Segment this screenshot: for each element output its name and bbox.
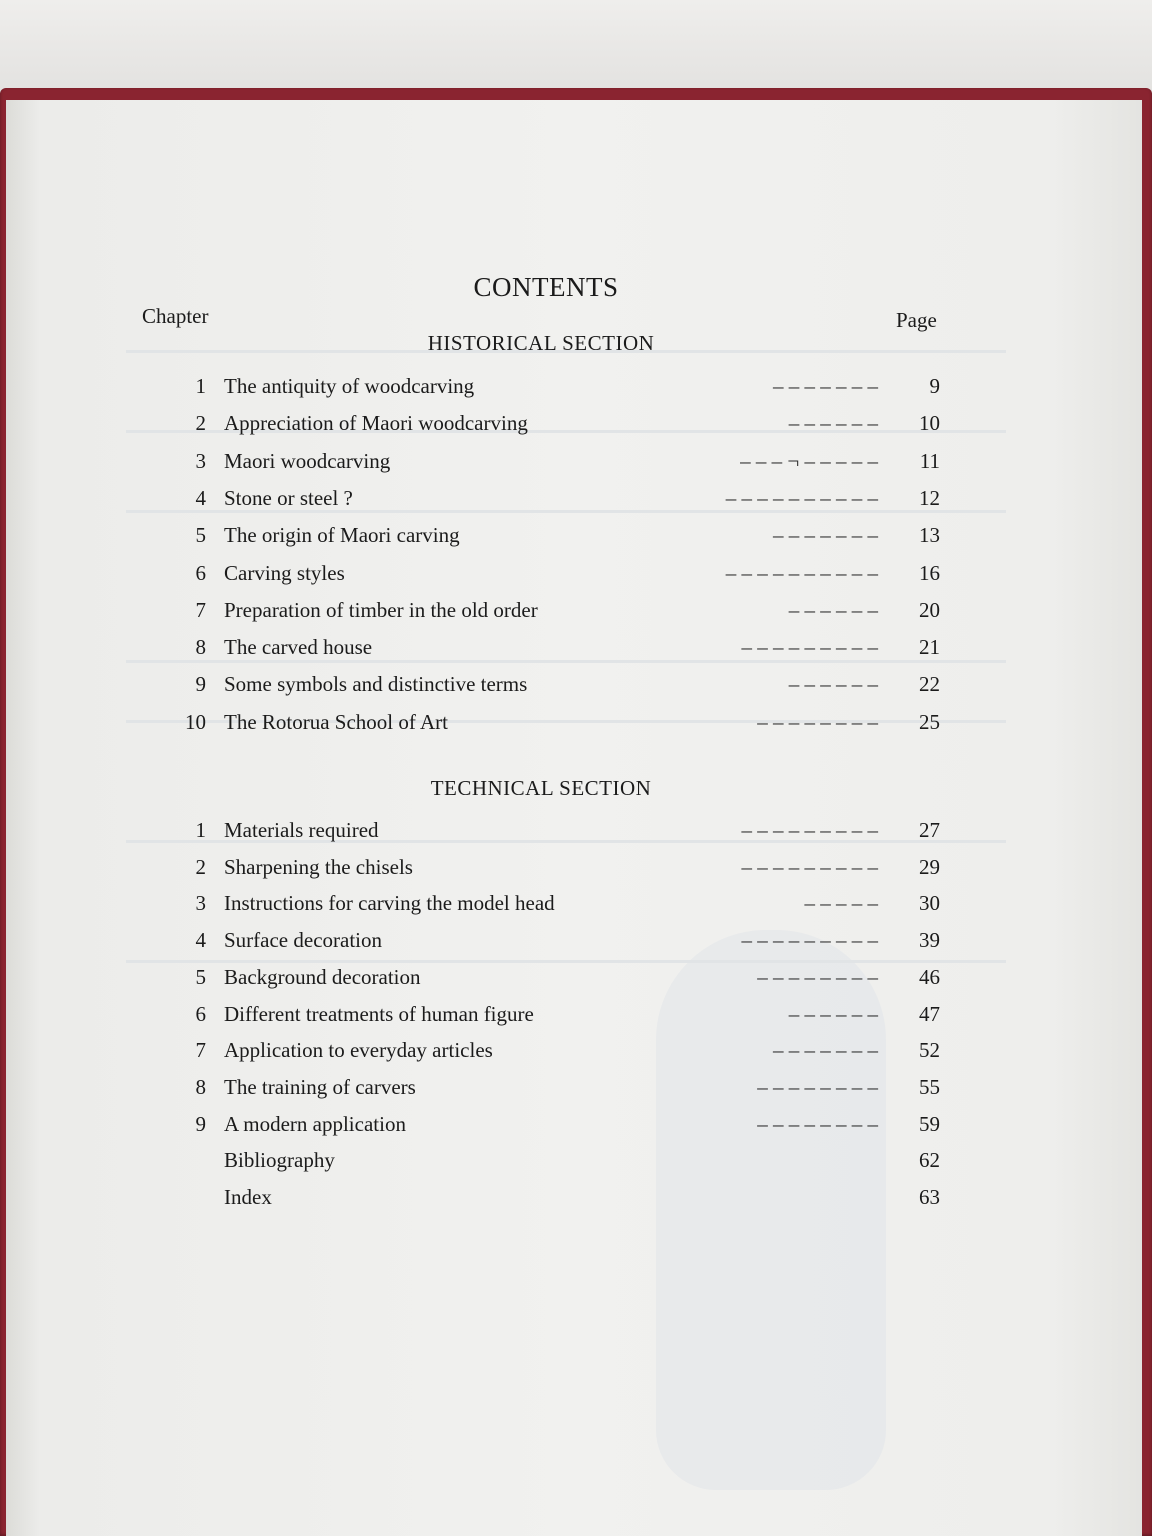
chapter-title: Instructions for carving the model head [224,891,555,916]
chapter-number: 7 [195,597,206,622]
toc-entry [6,891,1142,921]
chapter-title: Background decoration [224,964,421,989]
page-number: 52 [919,1038,940,1063]
leader-dashes: – – – – – – – – – – [725,560,878,585]
page-number: 11 [919,448,940,473]
chapter-title: Materials required [224,818,379,842]
table-surface [0,0,1152,92]
chapter-number: 8 [195,1074,206,1099]
table-of-contents [6,100,1142,1536]
technical-section-heading: TECHNICAL SECTION [430,776,652,800]
toc-entry [6,1002,1142,1032]
toc-entry [6,1185,1142,1215]
chapter-number: 9 [195,672,206,697]
chapter-title: Sharpening the chisels [224,854,413,879]
leader-dashes: – – – – – – – – [757,709,878,734]
chapter-number: 6 [195,1001,206,1026]
chapter-number: 4 [195,485,206,510]
leader-dashes: – – – – – – – – – [741,928,878,953]
page-number: 62 [919,1148,940,1173]
chapter-title: Appreciation of Maori woodcarving [224,411,528,436]
chapter-number: 2 [195,854,206,879]
page-number: 30 [919,891,940,916]
chapter-title: Application to everyday articles [224,1038,493,1063]
toc-entry [6,1075,1142,1105]
chapter-number: 5 [195,523,206,548]
chapter-title: Preparation of timber in the old order [224,597,538,622]
toc-entry [6,561,1142,591]
chapter-column-label: Chapter [142,304,209,328]
page-number: 47 [919,1001,940,1026]
chapter-number: 8 [195,635,206,660]
leader-dashes: – – – – – – – – – – [725,485,878,510]
leader-dashes: – – – – – – [788,672,878,697]
page-number: 27 [919,818,940,842]
toc-entry [6,486,1142,516]
toc-entry [6,598,1142,628]
toc-entry [6,928,1142,958]
chapter-title: The carved house [224,635,373,660]
chapter-number: 5 [195,964,206,989]
chapter-number: 7 [195,1038,206,1063]
leader-dashes: – – – – – – [788,411,878,436]
page-number: 12 [919,485,940,510]
chapter-title: Surface decoration [224,928,383,953]
leader-dashes: – – – – – – [788,597,878,622]
page-number: 21 [919,635,940,660]
toc-entry [6,635,1142,665]
toc-entry [6,672,1142,702]
page-number: 46 [919,964,940,989]
chapter-title: Maori woodcarving [224,448,391,473]
toc-entry [6,449,1142,479]
page-number: 22 [919,672,940,697]
page-number: 20 [919,597,940,622]
leader-dashes: – – – – – – – [773,374,878,398]
page-number: 29 [919,854,940,879]
chapter-title: The origin of Maori carving [224,523,460,548]
toc-entry [6,1038,1142,1068]
toc-entry [6,411,1142,441]
chapter-title: The antiquity of woodcarving [224,374,475,398]
leader-dashes: – – – – – – – – – [741,854,878,879]
chapter-title: Some symbols and distinctive terms [224,672,528,697]
chapter-title: The training of carvers [224,1074,416,1099]
toc-entry [6,523,1142,553]
chapter-number: 2 [195,411,206,436]
chapter-title: Index [224,1185,272,1209]
page-number: 13 [919,523,940,548]
book-page [6,100,1142,1536]
toc-entry [6,710,1142,740]
chapter-number: 1 [195,818,206,842]
chapter-number: 1 [195,374,206,398]
page-column-label: Page [896,308,937,332]
chapter-title: The Rotorua School of Art [224,709,448,734]
leader-dashes: – – – ¬ – – – – – [740,448,878,473]
leader-dashes: – – – – – – – [773,1038,878,1063]
toc-entry [6,374,1142,404]
chapter-number: 6 [195,560,206,585]
toc-entry [6,818,1142,848]
page-number: 59 [919,1111,940,1136]
toc-entry [6,1148,1142,1178]
leader-dashes: – – – – – – – – [757,1111,878,1136]
leader-dashes: – – – – – – – – [757,964,878,989]
leader-dashes: – – – – – – [788,1001,878,1026]
leader-dashes: – – – – – [804,891,878,916]
leader-dashes: – – – – – – – [773,523,878,548]
page-number: 10 [919,411,940,436]
page-number: 25 [919,709,940,734]
chapter-number: 3 [195,891,206,916]
contents-title: CONTENTS [473,272,619,302]
leader-dashes: – – – – – – – – – [741,635,878,660]
chapter-title: Bibliography [224,1148,335,1173]
chapter-number: 10 [185,709,206,734]
leader-dashes: – – – – – – – – – [741,818,878,842]
leader-dashes: – – – – – – – – [757,1074,878,1099]
historical-section-heading: HISTORICAL SECTION [427,331,655,355]
page-number: 16 [919,560,940,585]
chapter-number: 4 [195,928,206,953]
chapter-number: 9 [195,1111,206,1136]
toc-entry [6,965,1142,995]
chapter-title: A modern application [224,1111,406,1136]
page-number: 55 [919,1074,940,1099]
chapter-title: Different treatments of human figure [224,1001,534,1026]
toc-entry [6,855,1142,885]
toc-entry [6,1112,1142,1142]
page-number: 39 [919,928,940,953]
chapter-title: Carving styles [224,560,345,585]
chapter-title: Stone or steel ? [224,485,353,510]
page-number: 9 [929,374,940,398]
chapter-number: 3 [195,448,206,473]
page-number: 63 [919,1185,940,1209]
